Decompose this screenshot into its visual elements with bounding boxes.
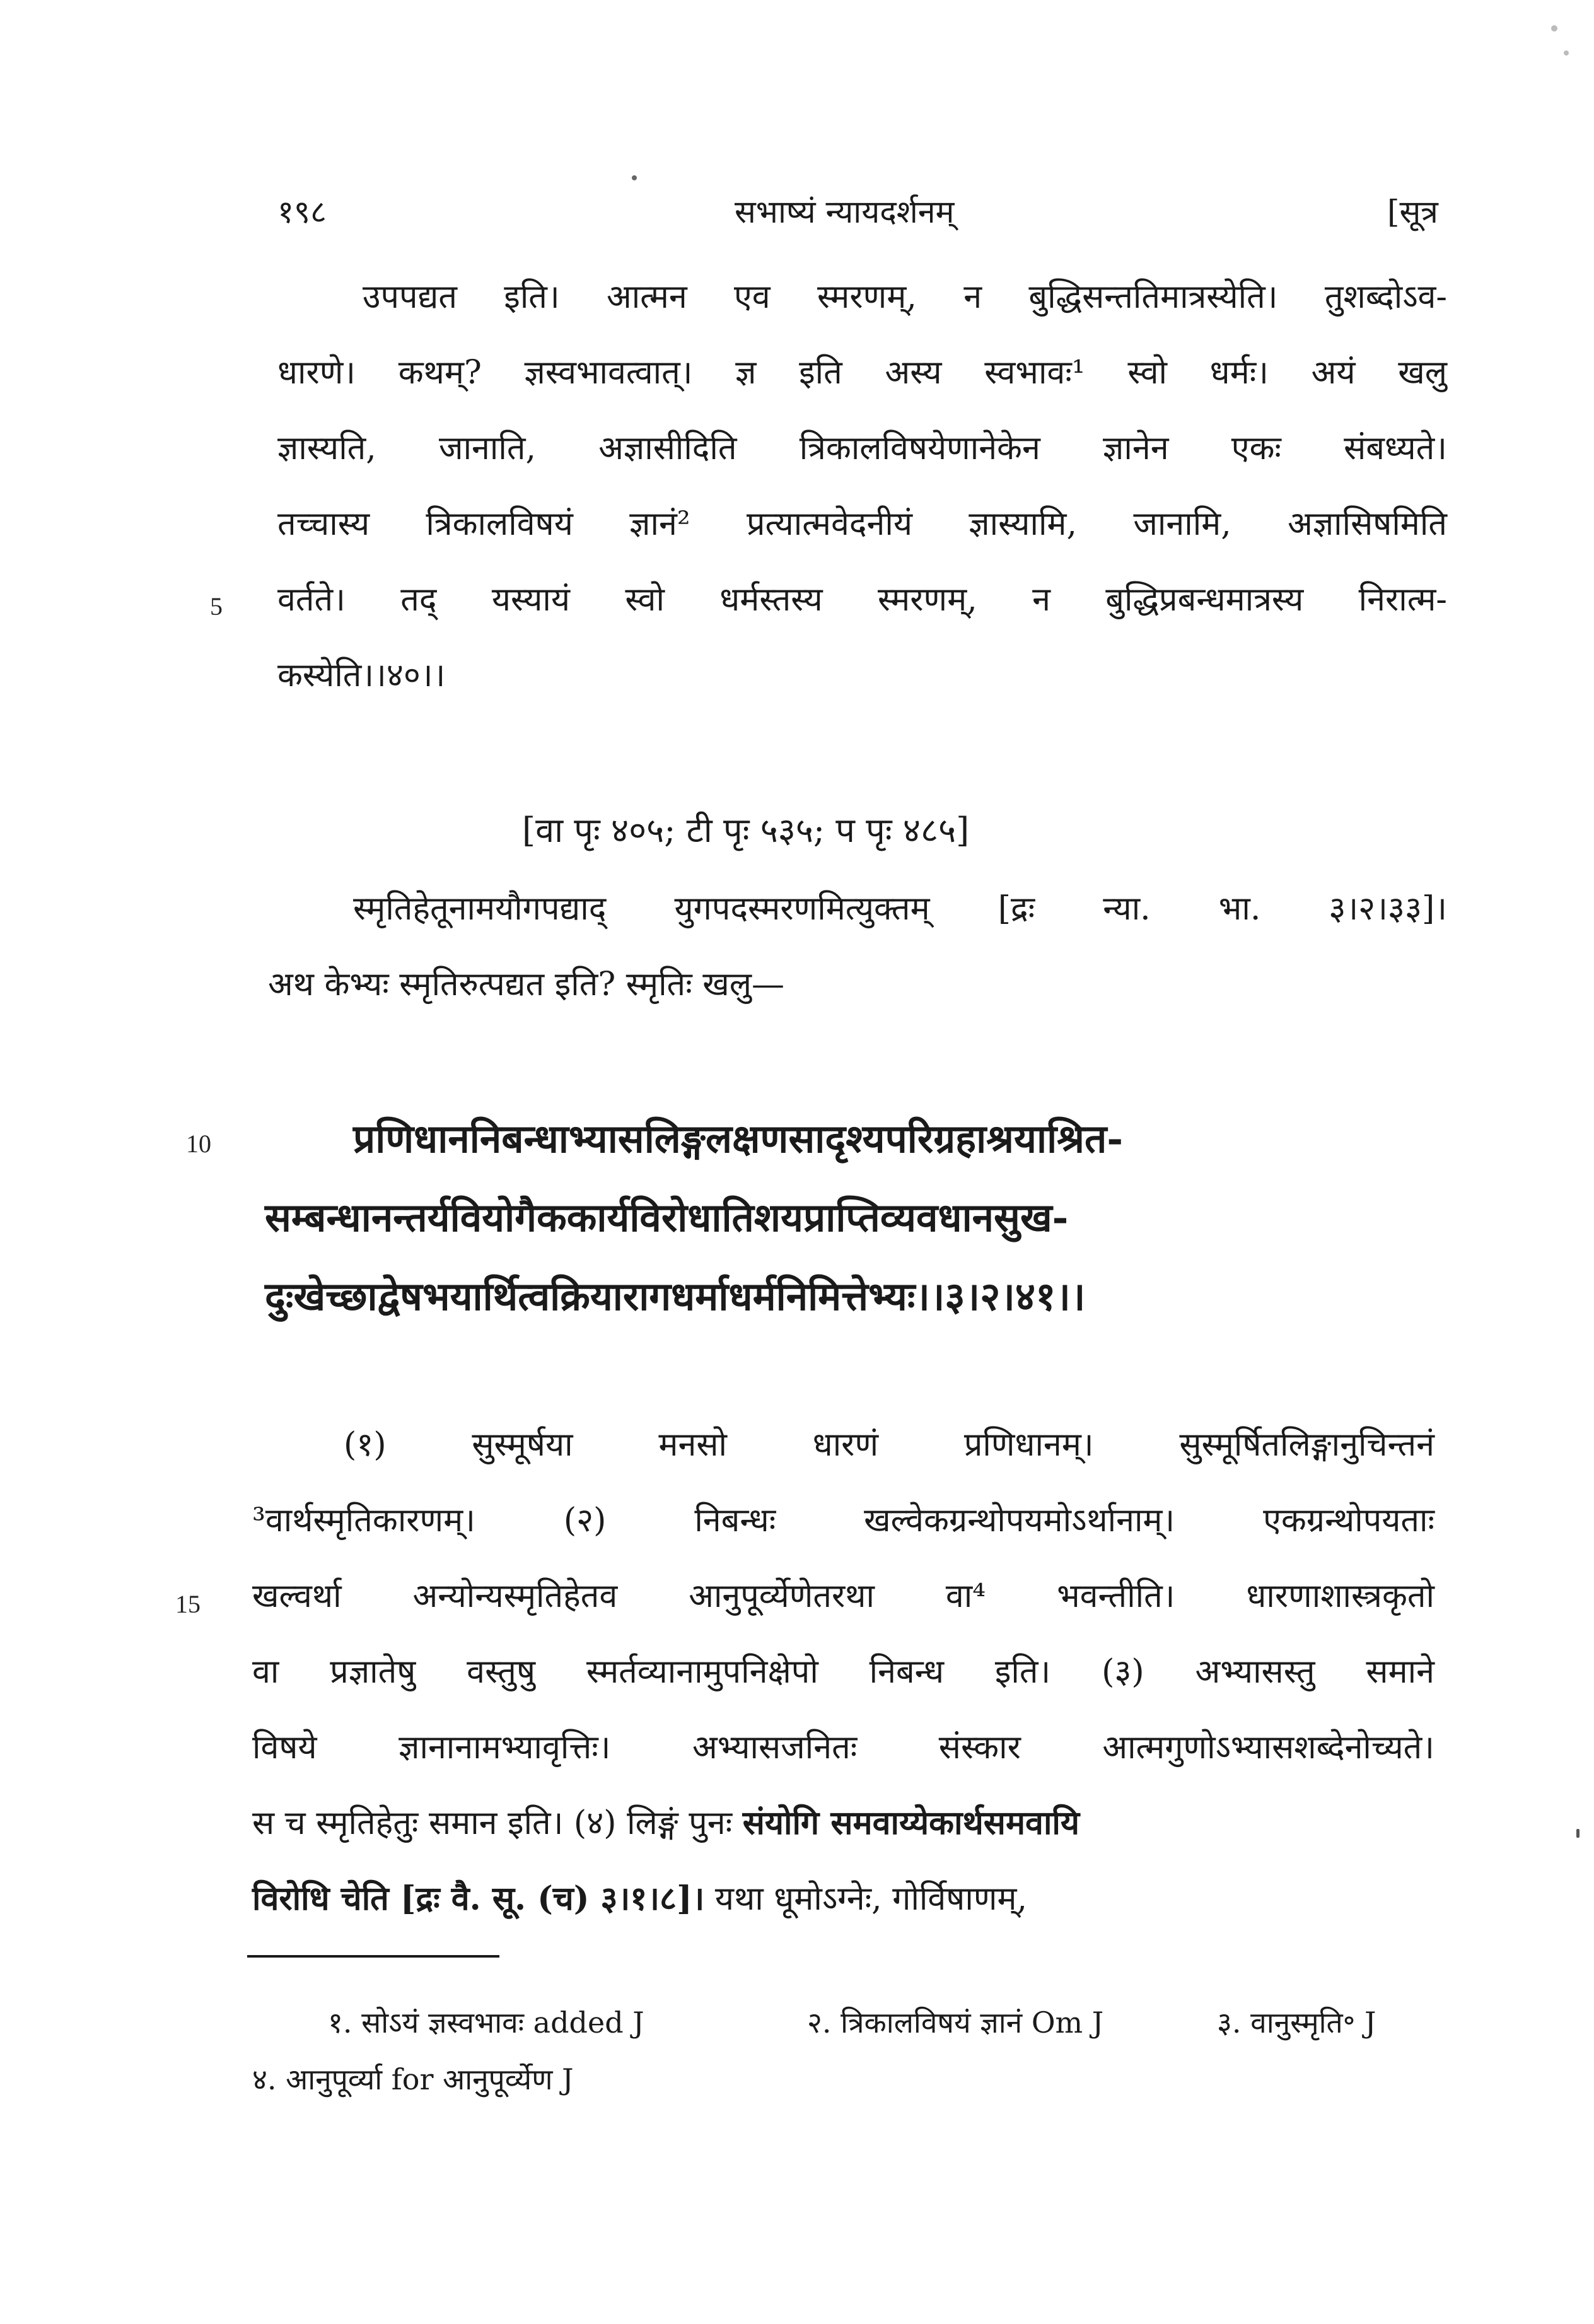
text-line: ज्ञास्यति, जानाति, अज्ञासीदिति त्रिकालविषयेणानेकेन ज्ञानेन एकः संबध्यते। <box>277 429 1447 467</box>
sutra-line: सम्बन्धानन्तर्यवियोगैककार्यविरोधातिशयप्राप्तिव्यवधानसुख- <box>265 1194 1069 1241</box>
scan-speck <box>1551 25 1557 32</box>
text-segment: स च स्मृतिहेतुः समान इति। (४) लिङ्गं पुनः <box>252 1804 733 1842</box>
text-line: वर्तते। तद् यस्यायं स्वो धर्मस्तस्य स्मरणम्, न बुद्धिप्रबन्धमात्रस्य निरात्म- <box>277 581 1447 619</box>
sutra-line: दुःखेच्छाद्वेषभयार्थित्वक्रियारागधर्माधर्मनिमित्तेभ्यः।।३।२।४१।। <box>265 1273 1086 1319</box>
text-line: कस्येति।।४०।। <box>277 657 446 694</box>
scan-speck <box>1564 50 1569 55</box>
scan-speck <box>632 175 637 180</box>
line-number: 10 <box>186 1130 211 1158</box>
text-line: (१) सुस्मूर्षया मनसो धारणं प्रणिधानम्। सुस्मूर्षितलिङ्गानुचिन्तनं <box>344 1426 1434 1464</box>
running-title: सभाष्यं न्यायदर्शनम् <box>735 194 955 230</box>
text-line: विषये ज्ञानानामभ्यावृत्तिः। अभ्यासजनितः संस्कार आत्मगुणोऽभ्यासशब्देनोच्यते। <box>252 1729 1434 1766</box>
scan-speck <box>1576 1829 1579 1838</box>
footnote: ३. वानुस्मृति॰ J <box>1217 2006 1376 2040</box>
text-line: खल्वर्था अन्योन्यस्मृतिहेतव आनुपूर्व्येणेतरथा वा⁴ भवन्तीति। धारणाशास्त्रकृतो <box>252 1577 1434 1615</box>
text-line: स्मृतिहेतूनामयौगपद्याद् युगपदस्मरणमित्युक्तम् [द्रः न्या. भा. ३।२।३३]। <box>353 890 1447 928</box>
reference-line: [वा पृः ४०५; टी पृः ५३५; प पृः ४८५] <box>522 810 970 850</box>
bold-segment: संयोगि समवाय्येकार्थसमवायि <box>742 1804 1080 1842</box>
bold-segment: विरोधि चेति [द्रः वै. सू. (च) ३।१।८]। <box>252 1879 705 1918</box>
text-segment: यथा धूमोऽग्नेः, गोर्विषाणम्, <box>714 1880 1028 1918</box>
footnote: १. सोऽयं ज्ञस्वभावः added J <box>328 2006 644 2040</box>
text-line: धारणे। कथम्? ज्ञस्वभावत्वात्। ज्ञ इति अस्य स्वभावः¹ स्वो धर्मः। अयं खलु <box>277 354 1447 392</box>
text-line: तच्चास्य त्रिकालविषयं ज्ञानं² प्रत्यात्मवेदनीयं ज्ञास्यामि, जानामि, अज्ञासिषमिति <box>277 505 1447 543</box>
line-number: 5 <box>210 592 223 621</box>
sutra-line: प्रणिधाननिबन्धाभ्यासलिङ्गलक्षणसादृश्यपरिग्रहाश्रयाश्रित- <box>353 1116 1124 1162</box>
text-line <box>252 1879 1028 1918</box>
text-line <box>252 1804 1080 1842</box>
page-number: १९८ <box>277 194 327 230</box>
text-line: उपपद्यत इति। आत्मन एव स्मरणम्, न बुद्धिसन्ततिमात्रस्येति। तुशब्दोऽव- <box>363 278 1447 316</box>
text-line: ³वार्थस्मृतिकारणम्। (२) निबन्धः खल्वेकग्रन्थोपयमोऽर्थानाम्। एकग्रन्थोपयताः <box>252 1502 1434 1539</box>
text-line: वा प्रज्ञातेषु वस्तुषु स्मर्तव्यानामुपनिक्षेपो निबन्ध इति। (३) अभ्यासस्तु समाने <box>252 1653 1434 1691</box>
text-line: अथ केभ्यः स्मृतिरुत्पद्यत इति? स्मृतिः खलु— <box>268 966 785 1003</box>
section-marker: [सूत्र <box>1387 194 1438 230</box>
footnote: ४. आनुपूर्व्या for आनुपूर्व्येण J <box>252 2062 574 2096</box>
footnote: २. त्रिकालविषयं ज्ञानं Om J <box>807 2006 1104 2040</box>
footnote-rule <box>247 1955 499 1958</box>
line-number: 15 <box>175 1590 201 1618</box>
